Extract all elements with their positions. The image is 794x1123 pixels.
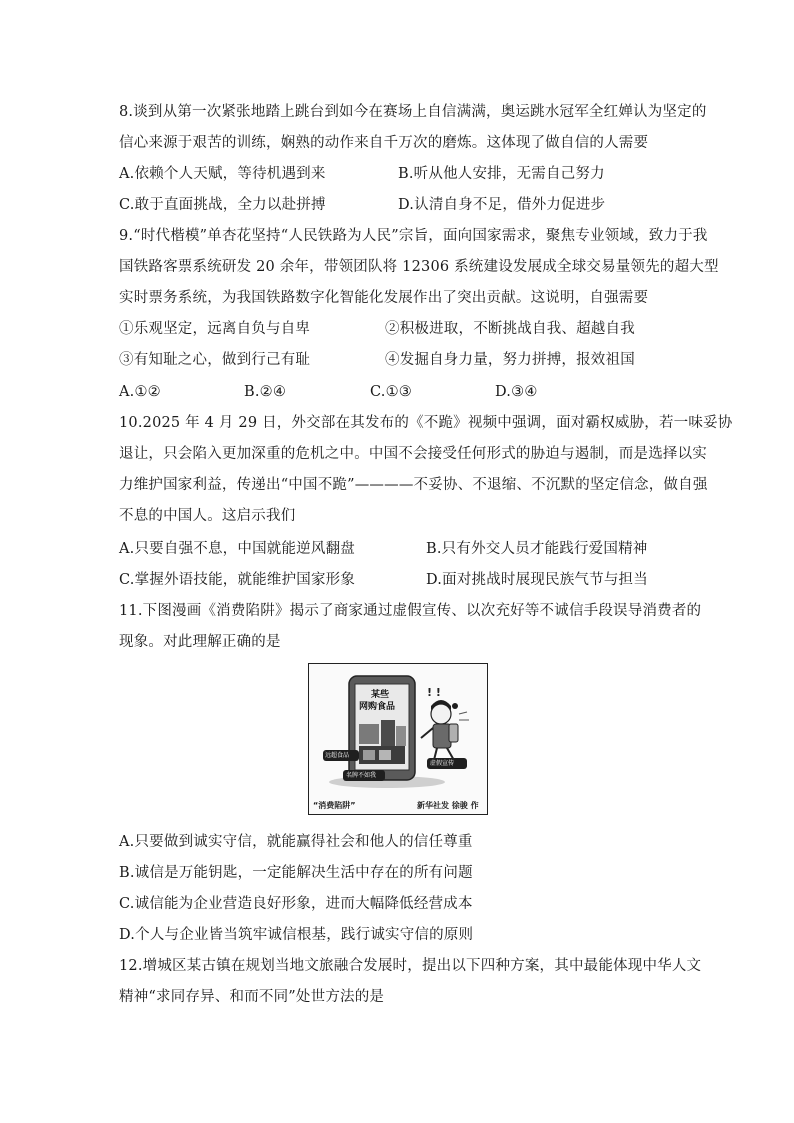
q12-stem-line1: 12.增城区某古镇在规划当地文旅融合发展时，提出以下四种方案，其中最能体现中华人文 — [119, 958, 702, 974]
q9-option-a: A.①② — [119, 384, 161, 400]
q10-stem-line1: 10.2025 年 4 月 29 日，外交部在其发布的《不跪》视频中强调，面对霸权威胁，若一味妥协 — [119, 415, 733, 431]
tag-1: 远超食品 — [325, 752, 350, 759]
q9-statement-1: ①乐观坚定，远离自负与自卑 — [119, 321, 311, 337]
q9-statement-4: ④发掘自身力量，努力拼搏，报效祖国 — [385, 352, 635, 368]
svg-text:! !: ! ! — [427, 686, 441, 699]
q11-option-d: D.个人与企业皆当筑牢诚信根基，践行诚实守信的原则 — [119, 927, 474, 943]
q10-option-b: B.只有外交人员才能践行爱国精神 — [426, 541, 648, 557]
q8-option-a: A.依赖个人天赋，等待机遇到来 — [119, 166, 326, 182]
q9-statement-3: ③有知耻之心，做到行己有耻 — [119, 352, 311, 368]
q11-stem-line2: 现象。对此理解正确的是 — [119, 634, 281, 650]
q10-stem-line3: 力维护国家利益，传递出“中国不跪”————不妥协、不退缩、不沉默的坚定信念，做自强 — [119, 477, 708, 493]
consumer-trap-cartoon — [308, 663, 488, 815]
q10-option-d: D.面对挑战时展现民族气节与担当 — [426, 572, 648, 588]
q11-option-c: C.诚信能为企业营造良好形象，进而大幅降低经营成本 — [119, 896, 473, 912]
phone-headline-1: 某些 — [371, 690, 390, 700]
q9-option-b: B.②④ — [244, 384, 287, 400]
q9-option-d: D.③④ — [495, 384, 538, 400]
q8-option-c: C.敢于直面挑战，全力以赴拼搏 — [119, 197, 326, 213]
q10-stem-line4: 不息的中国人。这启示我们 — [119, 508, 296, 524]
tag-2: 虚假宣传 — [430, 760, 455, 767]
q11-stem-line1: 11.下图漫画《消费陷阱》揭示了商家通过虚假宣传、以次充好等不诚信手段误导消费者的 — [119, 603, 702, 619]
q11-option-b: B.诚信是万能钥匙，一定能解决生活中存在的所有问题 — [119, 865, 473, 881]
cartoon-illustration — [309, 664, 486, 813]
q9-stem-line3: 实时票务系统，为我国铁路数字化智能化发展作出了突出贡献。这说明，自强需要 — [119, 290, 649, 306]
q12-stem-line2: 精神“求同存异、和而不同”处世方法的是 — [119, 989, 385, 1005]
q8-option-d: D.认清自身不足，借外力促进步 — [398, 197, 606, 213]
q9-statement-2: ②积极进取，不断挑战自我、超越自我 — [385, 321, 635, 337]
phone-headline-2: 网购食品 — [359, 702, 396, 712]
q9-option-c: C.①③ — [370, 384, 412, 400]
q11-option-a: A.只要做到诚实守信，就能赢得社会和他人的信任尊重 — [119, 834, 473, 850]
cartoon-caption-title: “消费陷阱” — [313, 801, 356, 810]
q8-stem-line1: 8.谈到从第一次紧张地踏上跳台到如今在赛场上自信满满，奥运跳水冠军全红婵认为坚定的 — [119, 104, 707, 120]
q8-option-b: B.听从他人安排，无需自己努力 — [398, 166, 605, 182]
q10-option-a: A.只要自强不息，中国就能逆风翻盘 — [119, 541, 355, 557]
q9-stem-line2: 国铁路客票系统研发 20 余年，带领团队将 12306 系统建设发展成全球交易量领先的超大型 — [119, 259, 719, 275]
q9-stem-line1: 9.“时代楷模”单杏花坚持“人民铁路为人民”宗旨，面向国家需求，聚焦专业领域，致力于我 — [119, 228, 708, 244]
tag-3: 名牌不如我 — [346, 772, 377, 779]
q8-stem-line2: 信心来源于艰苦的训练，娴熟的动作来自千万次的磨炼。这体现了做自信的人需要 — [119, 135, 649, 151]
cartoon-caption-credit: 新华社发 徐骏 作 — [417, 801, 479, 810]
q10-stem-line2: 退让，只会陷入更加深重的危机之中。中国不会接受任何形式的胁迫与遏制，而是选择以实 — [119, 446, 707, 462]
q10-option-c: C.掌握外语技能，就能维护国家形象 — [119, 572, 356, 588]
